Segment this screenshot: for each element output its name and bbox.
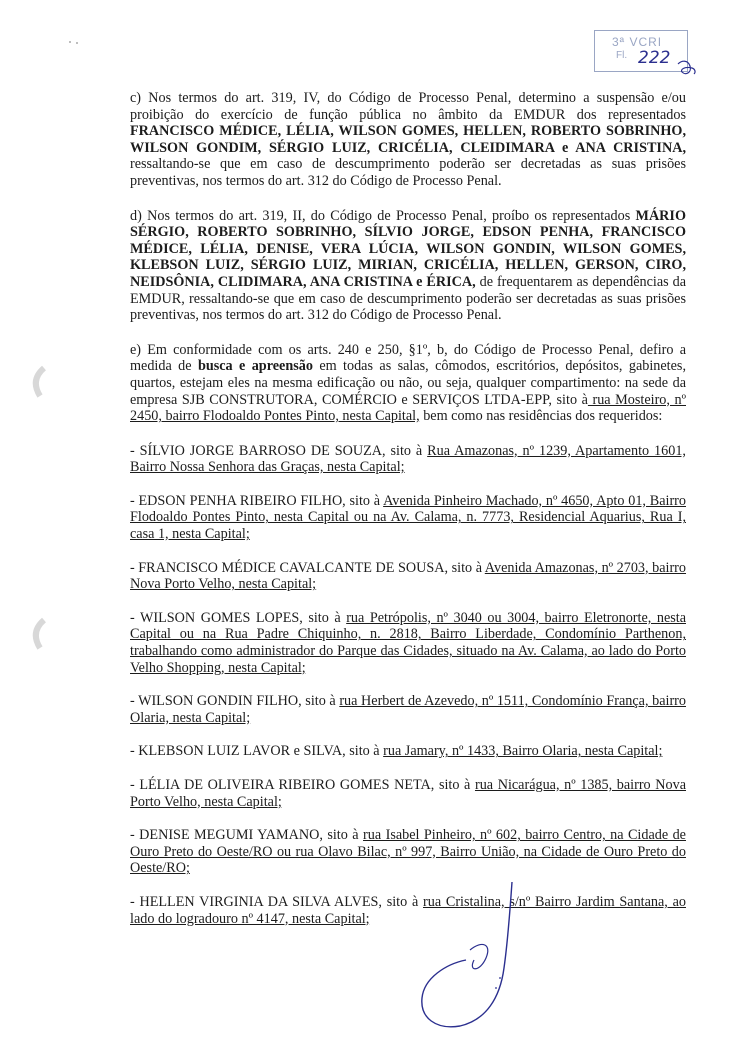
entry-address: rua Petrópolis, nº 3040 ou 3004, bairro Eletronorte, nesta Capital ou na Rua Padre Chiquinho, n. 2818, Bairro Liberdade, Condomínio Parthenon, trabalhando como administrador do Parque das Cidades, situado na Av. Calama, ao lado do Porto Velho Shopping, nesta Capital;: [130, 609, 686, 676]
entry-prefix: - LÉLIA DE OLIVEIRA RIBEIRO GOMES NETA, sito à: [130, 777, 475, 793]
entry-prefix: - FRANCISCO MÉDICE CAVALCANTE DE SOUSA, sito à: [130, 559, 485, 576]
paragraph-e: [130, 342, 686, 425]
scan-dot: [76, 42, 78, 44]
paragraph-d: [130, 208, 686, 324]
entry-prefix: - WILSON GONDIN FILHO, sito à: [130, 693, 340, 710]
list-item: [130, 493, 686, 543]
paragraph-d-tail: de frequentarem as dependências da EMDUR, ressaltando-se que em caso de descumprimento poderão ser decretadas as suas prisões preventivas, nos termos do art. 312 do Código de Processo Penal.: [130, 273, 687, 324]
entry-address: Rua Amazonas, nº 1239, Apartamento 1601, Bairro Nossa Senhora das Graças, nesta Capital;: [130, 442, 686, 476]
paragraph-c-tail: ressaltando-se que em caso de descumprimento poderão ser decretadas as suas prisões preventivas, nos termos do art. 312 do Código de Processo Penal.: [130, 156, 686, 189]
entry-prefix: - SÍLVIO JORGE BARROSO DE SOUZA, sito à: [130, 442, 428, 459]
entry-address: rua Nicarágua, nº 1385, bairro Nova Porto Velho, nesta Capital;: [130, 777, 686, 810]
folio-check-mark: [676, 58, 698, 78]
paragraph-e-bold: busca e apreensão: [197, 358, 313, 375]
paragraph-d-intro: d) Nos termos do art. 319, II, do Código de Processo Penal, proíbo os representados: [130, 207, 636, 224]
punch-hole-lower: [36, 620, 44, 648]
paragraph-e-address: rua Mosteiro, nº 2450, bairro Flodoaldo Pontes Pinto, nesta Capital,: [130, 391, 686, 425]
entry-address: rua Jamary, nº 1433, Bairro Olaria, nesta Capital;: [383, 743, 663, 760]
entry-prefix: - WILSON GOMES LOPES, sito à: [130, 609, 347, 626]
folio-stamp: [594, 30, 688, 74]
paragraph-e-intro: e) Em conformidade com os arts. 240 e 250, §1º, b, do Código de Processo Penal, defiro a medida de: [130, 341, 686, 375]
list-item: [130, 743, 686, 760]
list-item: [130, 693, 686, 726]
entry-prefix: - EDSON PENHA RIBEIRO FILHO, sito à: [130, 492, 384, 509]
paragraph-c: [130, 90, 686, 190]
entry-address: Avenida Amazonas, nº 2703, bairro Nova Porto Velho, nesta Capital;: [130, 559, 687, 593]
entry-address: rua Herbert de Azevedo, nº 1511, Condomínio França, bairro Olaria, nesta Capital;: [130, 693, 686, 726]
stamp-folio-label: Fl.: [616, 50, 628, 61]
scan-dot: [69, 41, 71, 43]
entry-prefix: - HELLEN VIRGINIA DA SILVA ALVES, sito à: [130, 893, 423, 910]
list-item: [130, 610, 686, 676]
list-item: [130, 443, 686, 476]
stamp-court-label: 3ª VCRI: [612, 35, 663, 49]
paragraph-e-tail: bem como nas residências dos requeridos:: [419, 408, 663, 425]
stamp-folio-number: 222: [638, 48, 671, 68]
paragraph-c-intro: c) Nos termos do art. 319, IV, do Código de Processo Penal, determino a suspensão e/ou proibição do exercício de função pública no âmbito da EMDUR dos representados: [130, 90, 686, 123]
paragraph-d-names: MÁRIO SÉRGIO, ROBERTO SOBRINHO, SÍLVIO JORGE, EDSON PENHA, FRANCISCO MÉDICE, LÉLIA, DENISE, VERA LÚCIA, WILSON GONDIN, WILSON GOMES, KLEBSON LUIZ, SÉRGIO LUIZ, MIRIAN, CRICÉLIA, HELLEN, GERSON, CIRO, NEIDSÔNIA, CLIDIMARA, ANA CRISTINA e ÉRICA,: [130, 207, 686, 290]
list-item: [130, 560, 686, 593]
paragraph-e-middle: em todas as salas, cômodos, escritórios, depósitos, gabinetes, quartos, estejam eles na mesma edificação ou não, ou seja, qualquer compartimento: na sede da empresa SJB CONSTRUTORA, COMÉRCIO e SERVIÇOS LTDA-EPP, sito à: [130, 358, 686, 408]
entry-address: rua Cristalina, s/nº Bairro Jardim Santana, ao lado do logradouro nº 4147, nesta Capital;: [130, 893, 686, 927]
document-body: [130, 90, 686, 944]
entry-prefix: - KLEBSON LUIZ LAVOR e SILVA, sito à: [130, 743, 384, 760]
list-item: [130, 777, 686, 810]
punch-hole-upper: [36, 368, 44, 396]
list-item: [130, 827, 686, 877]
handwritten-signature: [400, 880, 540, 1030]
entry-address: Avenida Pinheiro Machado, nº 4650, Apto 01, Bairro Flodoaldo Pontes Pinto, nesta Capital ou na Av. Calama, n. 7773, Residencial Aquarius, Rua I, casa 1, nesta Capital;: [130, 492, 686, 543]
paragraph-c-names: FRANCISCO MÉDICE, LÉLIA, WILSON GOMES, HELLEN, ROBERTO SOBRINHO, WILSON GONDIM, SÉRGIO LUIZ, CRICÉLIA, CLEIDIMARA e ANA CRISTINA,: [130, 123, 686, 156]
entry-prefix: - DENISE MEGUMI YAMANO, sito à: [130, 827, 364, 844]
entry-address: rua Isabel Pinheiro, nº 602, bairro Centro, na Cidade de Ouro Preto do Oeste/RO ou rua Olavo Bilac, nº 997, Bairro União, na Cidade de Ouro Preto do Oeste/RO;: [130, 827, 686, 877]
